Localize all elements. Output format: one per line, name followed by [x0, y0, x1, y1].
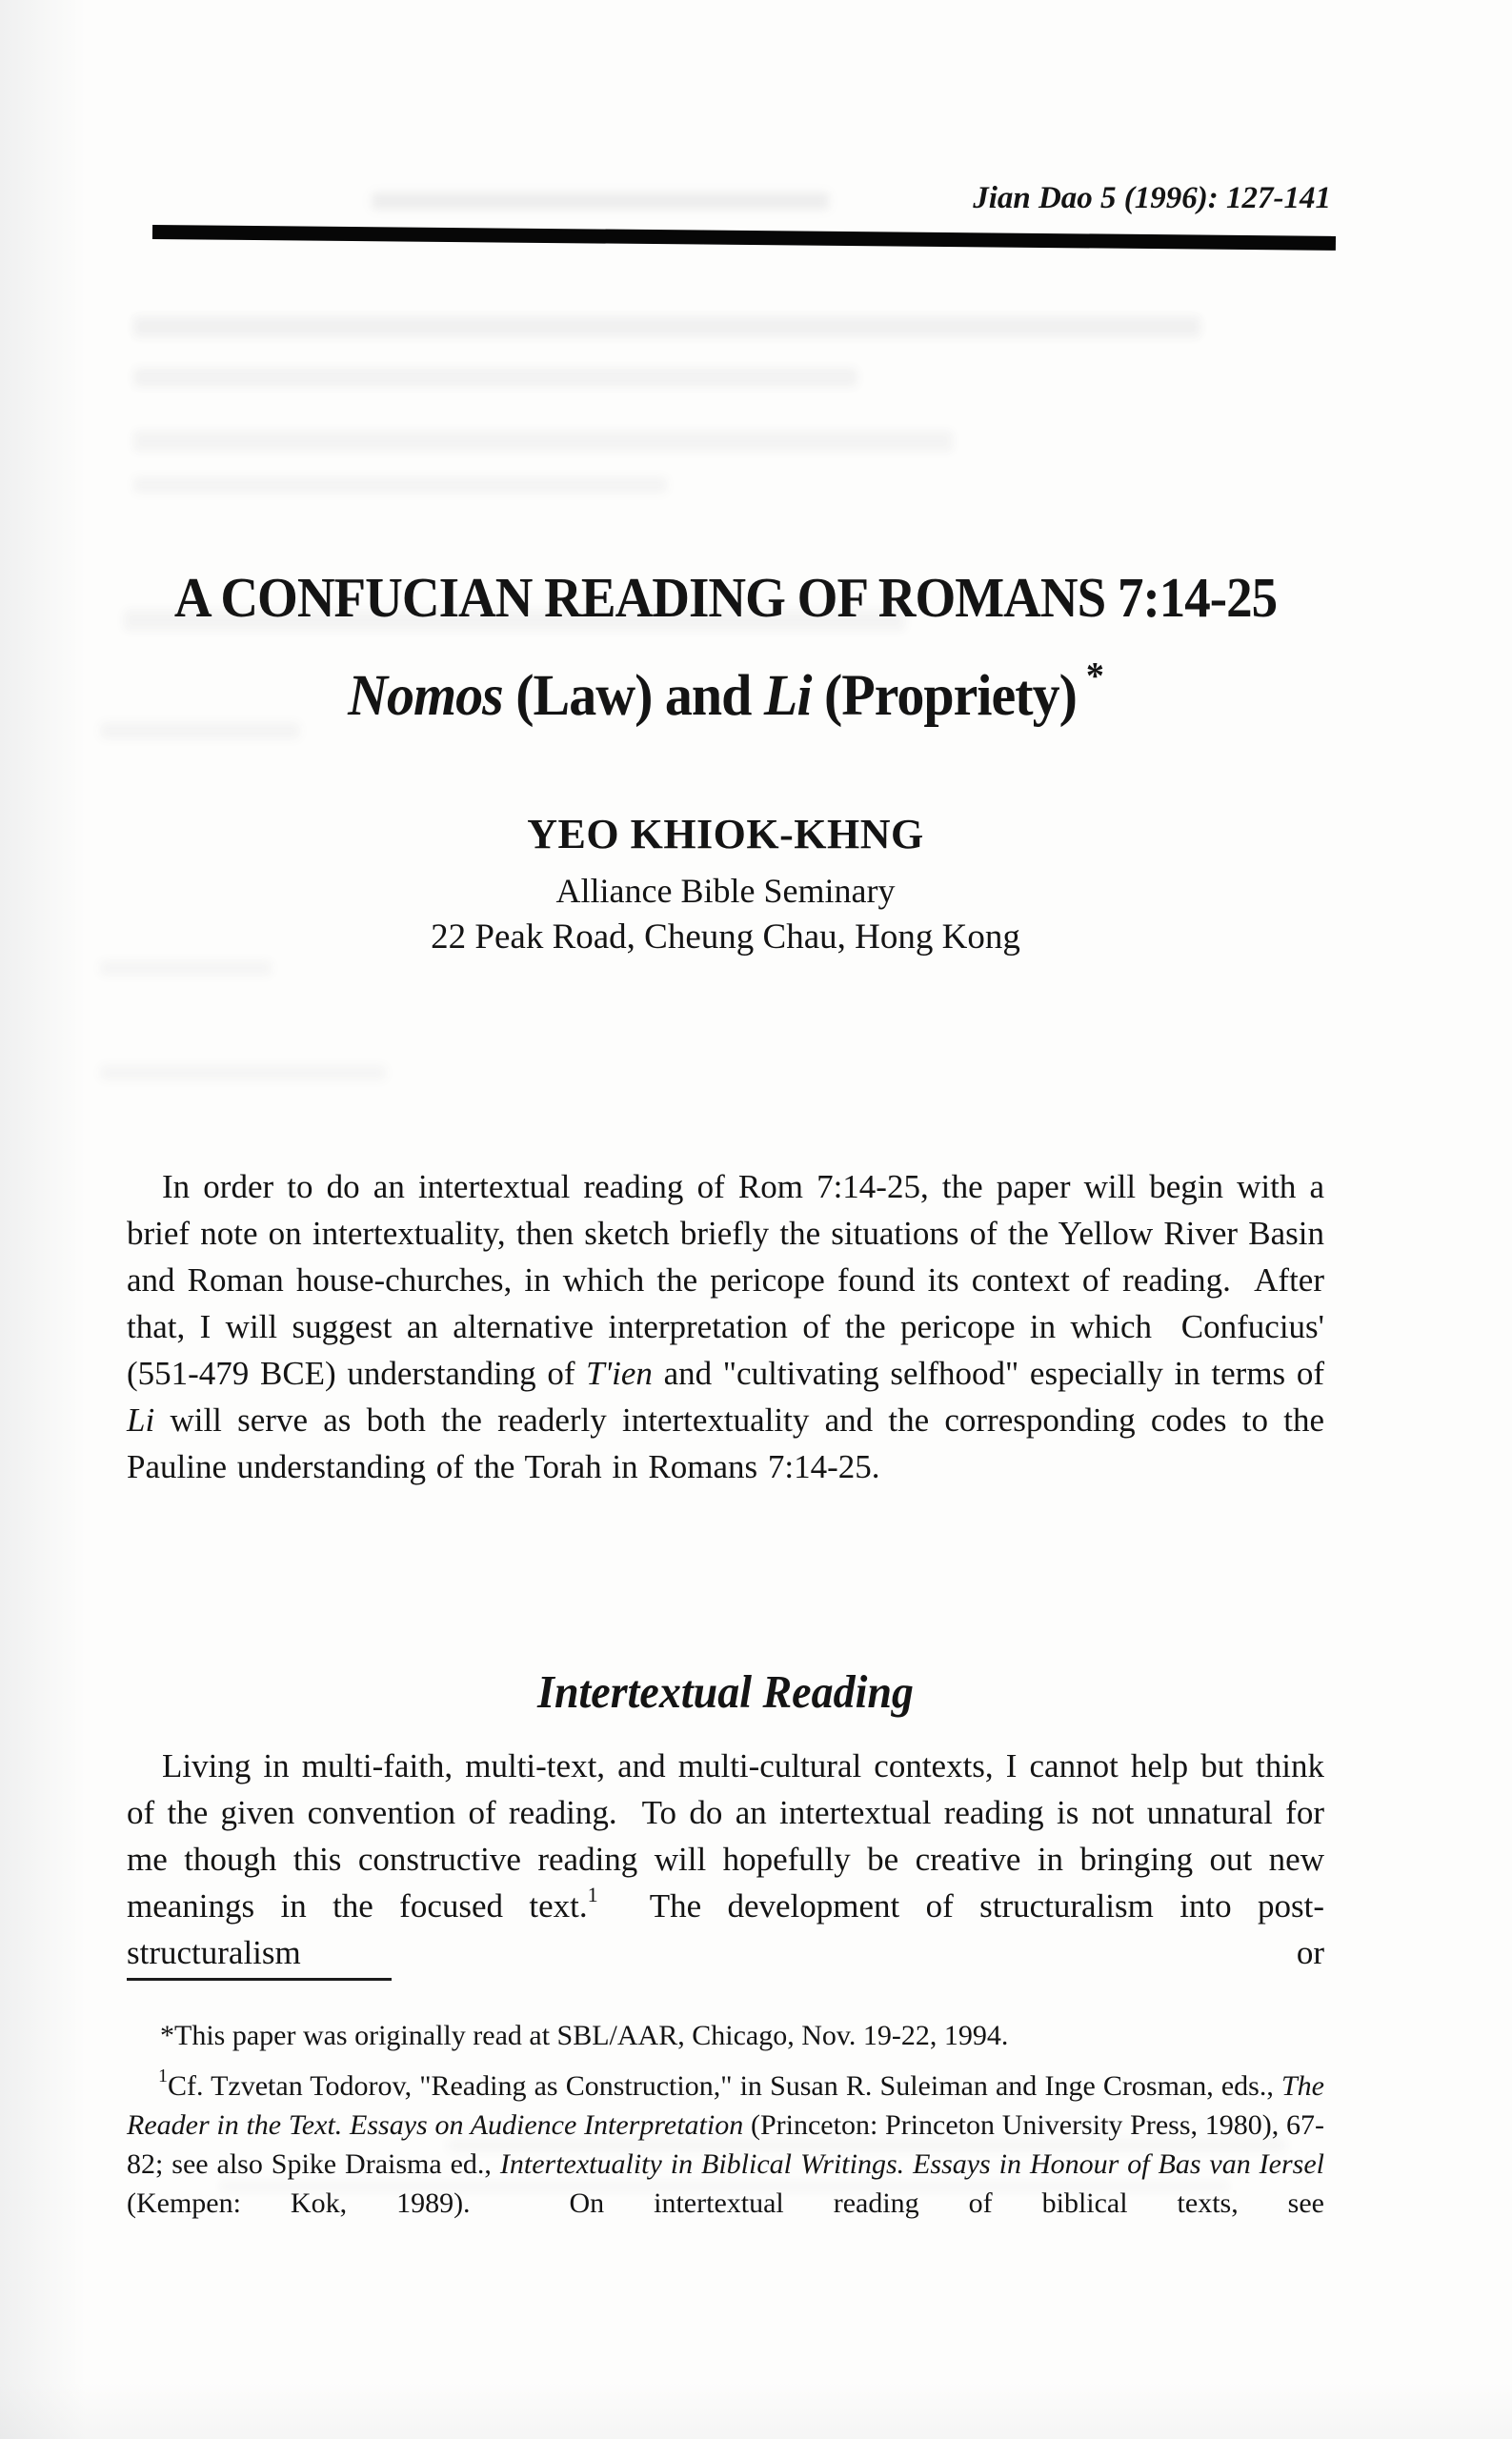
header-rule [152, 225, 1336, 251]
term-tien: T'ien [586, 1355, 653, 1392]
footnote-1-reference: 1 [587, 1883, 598, 1906]
title-term-nomos: Nomos [348, 662, 503, 728]
asterisk-footnote-text: This paper was originally read at SBL/AAR, Chicago, Nov. 19-22, 1994. [174, 2020, 1009, 2051]
abstract-text: will serve as both the readerly intertextuality and the corresponding codes to the Pauline understanding of the Torah in Romans 7:14-25. [127, 1401, 1335, 1485]
footnote-1-marker: 1 [158, 2066, 168, 2086]
body-text: The development of structuralism into post-structuralism or [127, 1887, 1325, 1971]
asterisk-footnote [127, 2016, 1324, 2055]
article-title-line2 [127, 655, 1324, 729]
scan-artifact [133, 316, 1200, 337]
title-segment: (Law) and [502, 662, 764, 728]
title-term-li: Li [763, 662, 812, 728]
scan-artifact [100, 960, 272, 976]
author-address: 22 Peak Road, Cheung Chau, Hong Kong [431, 917, 1020, 957]
page-edge-shading-bottom [0, 2382, 1512, 2439]
footnote-book-title: The Reader in the Text. Essays on Audience Interpretation [127, 2070, 1332, 2141]
body-text: Living in multi-faith, multi-text, and multi-cultural contexts, I cannot help but think of the given convention of reading. To do an intertextual reading is not unnatural for me though this constructive reading will hopefully be creative in bringing out new meanings in the focused text. [127, 1747, 1335, 1925]
scan-artifact [372, 192, 829, 210]
term-li: Li [127, 1401, 155, 1439]
asterisk-footnote-marker: * [160, 2020, 174, 2051]
footnote-1-text: Cf. Tzvetan Todorov, "Reading as Construction," in Susan R. Suleiman and Inge Crosman, eds., [168, 2070, 1281, 2102]
footnote-separator-rule [127, 1978, 392, 1981]
article-title-line1: A CONFUCIAN READING OF ROMANS 7:14-25 [173, 565, 1278, 629]
footnote-block [127, 2016, 1332, 2223]
abstract-text: and "cultivating selfhood" especially in terms of [652, 1355, 1335, 1392]
title-segment: (Propriety) [811, 662, 1077, 728]
page-edge-shading [0, 0, 86, 2439]
title-footnote-asterisk: * [1085, 655, 1103, 698]
scan-artifact [100, 1065, 386, 1080]
footnote-1-text: (Princeton: Princeton University Press, 1980), 67-82; see also Spike Draisma ed., [127, 2109, 1324, 2180]
author-affiliation: Alliance Bible Seminary [555, 872, 896, 910]
footnote-1-text: (Kempen: Kok, 1989). On intertextual reading of biblical texts, see [127, 2148, 1332, 2219]
abstract-paragraph [127, 1163, 1335, 1490]
scan-artifact [133, 431, 953, 452]
scan-artifact [133, 476, 667, 494]
section-heading: Intertextual Reading [537, 1666, 914, 1718]
footnote-1 [127, 2066, 1332, 2223]
body-paragraph [127, 1743, 1335, 1976]
abstract-text: In order to do an intertextual reading of Rom 7:14-25, the paper will begin with a brief note on intertextuality, then sketch briefly the situations of the Yellow River Basin and Roman house-churches, in which the pericope found its context of reading. After that, I will suggest an alternative interpretation of the pericope in which Confucius' (551-479 BCE) understanding of [127, 1168, 1335, 1392]
scan-artifact [133, 368, 857, 387]
footnote-book-title: Intertextuality in Biblical Writings. Essays in Honour of Bas van Iersel [499, 2148, 1324, 2180]
journal-reference: Jian Dao 5 (1996): 127-141 [973, 181, 1331, 215]
author-name: YEO KHIOK-KHNG [527, 811, 924, 857]
